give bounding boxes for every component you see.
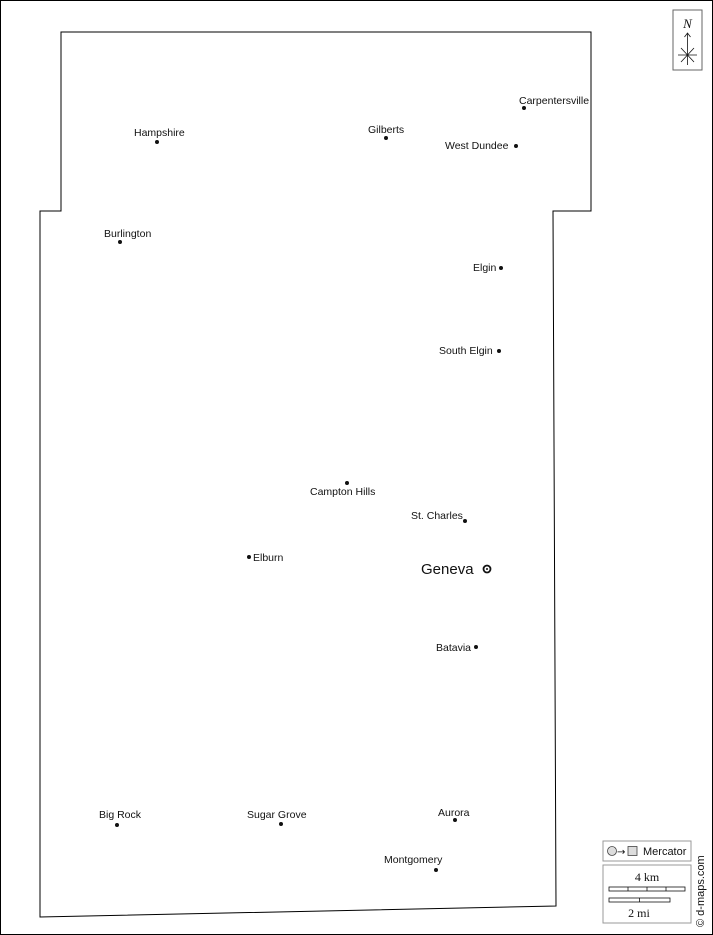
projection-box [603,841,691,861]
city-label: Carpentersville [519,95,590,107]
city-batavia[interactable] [436,642,478,654]
city-label: Hampshire [134,127,185,139]
city-campton-hills[interactable] [310,481,375,498]
city-st-charles[interactable] [411,510,467,523]
city-label: Gilberts [368,124,405,136]
projection-label: Mercator [643,846,687,858]
city-label: Burlington [104,228,152,240]
compass [673,10,702,70]
city-montgomery[interactable] [384,854,443,872]
city-label: Big Rock [99,809,142,821]
scale-bar-km [609,887,685,891]
city-hampshire[interactable] [134,127,185,144]
city-geneva-seat[interactable] [421,561,491,578]
scale-box [603,865,691,923]
city-label: Aurora [438,807,470,819]
city-label: St. Charles [411,510,463,522]
city-big-rock[interactable] [99,809,142,827]
city-label: Elgin [473,262,497,274]
north-label: N [683,16,692,31]
credit-label: © d-maps.com [695,855,707,927]
city-carpentersville[interactable] [519,95,589,110]
city-label: Sugar Grove [247,809,307,821]
city-aurora[interactable] [438,807,470,822]
city-label: Montgomery [384,854,443,866]
city-elburn[interactable] [247,552,284,564]
scale-bar-mi [609,898,670,902]
city-label: West Dundee [445,140,509,152]
city-label: Batavia [436,642,472,654]
city-label: Campton Hills [310,486,376,498]
county-border [40,32,591,917]
city-west-dundee[interactable] [445,140,518,152]
svg-text:→: → [617,847,626,858]
city-sugar-grove[interactable] [247,809,307,826]
city-label: Elburn [253,552,284,564]
scale-mi-label: 2 mi [628,906,650,920]
city-south-elgin[interactable] [439,345,501,357]
city-burlington[interactable] [104,228,151,244]
city-gilberts[interactable] [368,124,404,140]
city-label: South Elgin [439,345,493,357]
city-elgin[interactable] [473,262,503,274]
scale-km-label: 4 km [634,870,660,884]
city-label: Geneva [421,561,474,578]
